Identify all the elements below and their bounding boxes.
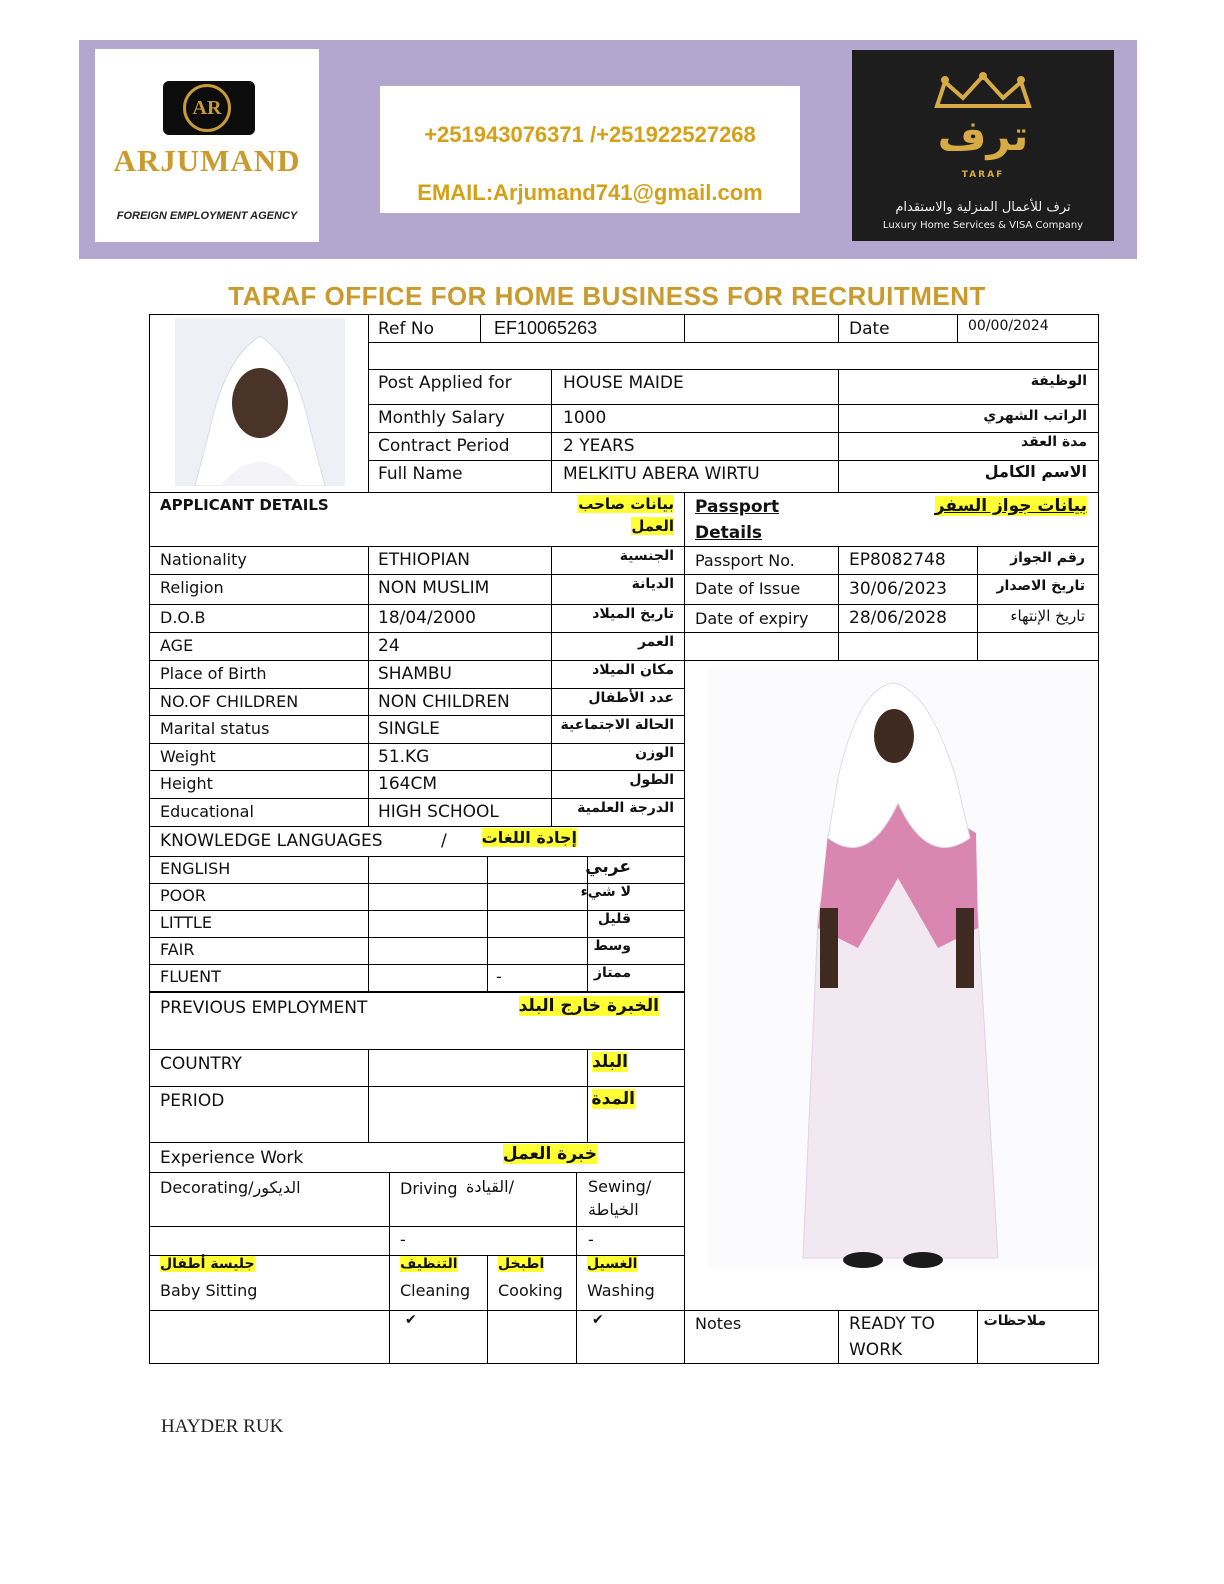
experience-heading-arabic: خبرة العمل (502, 1144, 597, 1164)
fullname-arabic: الاسم الكامل (984, 462, 1087, 481)
skill-arabic: جليسة أطفال (160, 1256, 255, 1272)
language-level-label: ENGLISH (160, 859, 231, 878)
applicant-field-value: 24 (378, 636, 400, 656)
applicant-field-arabic: تاريخ الميلاد (592, 606, 674, 622)
language-level-label: FAIR (160, 940, 195, 959)
cell (487, 883, 588, 911)
passport-heading-arabic: بيانات جواز السفر (934, 496, 1087, 516)
applicant-field-label: AGE (160, 636, 194, 655)
ref-value: EF10065263 (494, 318, 598, 338)
language-level-arabic: وسط (593, 938, 631, 954)
fullname-value: MELKITU ABERA WIRTU (563, 464, 760, 484)
driving-label: Driving (400, 1179, 458, 1198)
applicant-field-value: SINGLE (378, 719, 440, 739)
applicant-field-value: NON CHILDREN (378, 692, 510, 712)
cell (389, 1226, 577, 1256)
salary-value: 1000 (563, 408, 607, 428)
applicant-field-arabic: الديانة (631, 576, 674, 592)
languages-heading: KNOWLEDGE LANGUAGES (160, 831, 383, 851)
passport-heading-1: Passport (695, 497, 780, 517)
arjumand-name: ARJUMAND (113, 143, 301, 178)
post-arabic: الوظيفة (1030, 373, 1087, 389)
language-level-label: LITTLE (160, 913, 212, 932)
applicant-heading-arabic-1: بيانات صاحب (578, 495, 674, 513)
driving-mark: - (400, 1230, 406, 1249)
applicant-field-label: Religion (160, 578, 224, 597)
applicant-field-value: ETHIOPIAN (378, 550, 470, 570)
applicant-field-arabic: الطول (629, 772, 674, 788)
applicant-field-label: Height (160, 774, 213, 793)
applicant-full-photo (708, 668, 1097, 1268)
applicant-field-label: Marital status (160, 719, 270, 738)
applicant-field-label: Educational (160, 802, 254, 821)
applicant-field-value: 164CM (378, 774, 437, 794)
cell (368, 964, 488, 992)
applicant-field-value: 18/04/2000 (378, 608, 476, 628)
notes-arabic: ملاحظات (983, 1313, 1046, 1329)
taraf-arabic-mark: ترف (937, 111, 1029, 160)
applicant-field-label: Nationality (160, 550, 247, 569)
skill-label: Cooking (498, 1281, 563, 1300)
language-level-arabic: ممتاز (593, 965, 631, 981)
contract-value: 2 YEARS (563, 436, 635, 456)
passport-heading-2: Details (695, 523, 763, 543)
passport-no-label: Passport No. (695, 551, 795, 570)
issue-arabic: تاريخ الاصدار (996, 578, 1085, 594)
cell (487, 1310, 577, 1364)
notes-value-1: READY TO (849, 1314, 935, 1334)
salary-label: Monthly Salary (378, 408, 505, 428)
expiry-value: 28/06/2028 (849, 608, 947, 628)
cell (838, 632, 978, 661)
footer-signature: HAYDER RUK (161, 1416, 284, 1437)
email-address: EMAIL:Arjumand741@gmail.com (417, 180, 763, 205)
issue-value: 30/06/2023 (849, 579, 947, 599)
spacer-row (368, 342, 1099, 370)
employment-heading-arabic: الخبرة خارج البلد (518, 996, 659, 1016)
ref-empty-cell (684, 314, 839, 343)
cell (487, 937, 588, 965)
taraf-latin-mark: TARAF (961, 170, 1005, 180)
fullname-label: Full Name (378, 464, 463, 484)
cell (389, 1310, 488, 1364)
skill-check-icon: ✔ (592, 1312, 604, 1328)
cell (487, 856, 588, 884)
post-label: Post Applied for (378, 373, 512, 393)
cell (487, 964, 588, 992)
applicant-field-value: 51.KG (378, 747, 430, 767)
skill-label: Washing (587, 1281, 655, 1300)
cell (487, 910, 588, 938)
skill-label: Baby Sitting (160, 1281, 258, 1300)
applicant-field-value: NON MUSLIM (378, 578, 490, 598)
language-level-label: FLUENT (160, 967, 221, 986)
language-level-arabic: لا شيء (580, 884, 631, 900)
cell (368, 910, 488, 938)
expiry-label: Date of expiry (695, 609, 809, 628)
arjumand-subtitle: FOREIGN EMPLOYMENT AGENCY (116, 210, 298, 222)
languages-heading-arabic: إجادة اللغات (481, 828, 577, 847)
sewing-mark: - (588, 1230, 594, 1249)
applicant-field-label: Weight (160, 747, 216, 766)
cell (977, 632, 1099, 661)
taraf-arabic-line: ترف للأعمال المنزلية والاستقدام (895, 200, 1071, 215)
cell (149, 1310, 390, 1364)
applicant-field-value: HIGH SCHOOL (378, 802, 499, 822)
notes-value-2: WORK (849, 1340, 903, 1360)
applicant-field-arabic: عدد الأطفال (588, 690, 674, 706)
applicant-field-arabic: العمر (637, 634, 674, 650)
language-mark: - (496, 967, 502, 986)
date-label: Date (849, 319, 890, 339)
sewing-label: Sewing/ (588, 1177, 652, 1196)
language-level-arabic: قليل (597, 911, 631, 927)
languages-separator: / (441, 831, 447, 851)
language-level-arabic: عربي (585, 857, 631, 877)
skill-check-icon: ✔ (405, 1312, 417, 1328)
applicant-field-label: Place of Birth (160, 664, 267, 683)
cell (368, 1086, 588, 1143)
applicant-field-arabic: الوزن (635, 745, 674, 761)
cell (368, 1049, 588, 1087)
skill-arabic: اطبخل (498, 1256, 545, 1272)
driving-arabic: القيادة/ (466, 1177, 515, 1196)
issue-label: Date of Issue (695, 579, 801, 598)
applicant-heading-arabic-2: العمل (631, 517, 674, 535)
page-title: TARAF OFFICE FOR HOME BUSINESS FOR RECRUITMENT (228, 281, 986, 311)
cell (368, 937, 488, 965)
applicant-field-arabic: الدرجة العلمية (577, 800, 674, 816)
post-value: HOUSE MAIDE (563, 373, 684, 393)
applicant-heading: APPLICANT DETAILS (160, 496, 329, 514)
decorating-label: Decorating/الديكور (160, 1178, 301, 1197)
sewing-arabic: الخياطة (588, 1200, 639, 1219)
skill-label: Cleaning (400, 1281, 471, 1300)
phone-numbers: +251943076371 /+251922527268 (424, 122, 756, 147)
ref-label: Ref No (378, 319, 435, 339)
applicant-field-label: NO.OF CHILDREN (160, 692, 299, 711)
applicant-field-arabic: مكان الميلاد (592, 662, 674, 678)
applicant-field-arabic: الحالة الاجتماعية (560, 717, 674, 733)
ar-monogram: AR (183, 84, 231, 132)
taraf-tagline: Luxury Home Services & VISA Company (882, 220, 1084, 231)
cell (368, 883, 488, 911)
applicant-field-arabic: الجنسية (619, 548, 674, 564)
cell (368, 856, 488, 884)
country-label: COUNTRY (160, 1054, 242, 1074)
contract-arabic: مدة العقد (1020, 434, 1087, 450)
country-arabic: البلد (592, 1052, 628, 1072)
skill-arabic: الغسيل (587, 1256, 638, 1272)
applicant-field-value: SHAMBU (378, 664, 452, 684)
language-level-label: POOR (160, 886, 206, 905)
passport-no-value: EP8082748 (849, 550, 946, 570)
experience-heading: Experience Work (160, 1148, 304, 1168)
notes-label: Notes (695, 1314, 742, 1333)
contract-label: Contract Period (378, 436, 510, 456)
employment-heading: PREVIOUS EMPLOYMENT (160, 998, 368, 1018)
period-label: PERIOD (160, 1091, 225, 1111)
period-arabic: المدة (591, 1089, 635, 1109)
applicant-headshot (175, 318, 345, 486)
passport-no-arabic: رقم الجواز (1010, 550, 1085, 566)
cell (684, 632, 839, 661)
applicant-field-label: D.O.B (160, 608, 206, 627)
expiry-arabic: تاريخ الإنتهاء (1010, 607, 1085, 625)
cell (149, 1226, 390, 1256)
skill-arabic: التنظيف (400, 1256, 458, 1272)
salary-arabic: الراتب الشهري (983, 408, 1087, 424)
date-value: 00/00/2024 (968, 318, 1049, 334)
